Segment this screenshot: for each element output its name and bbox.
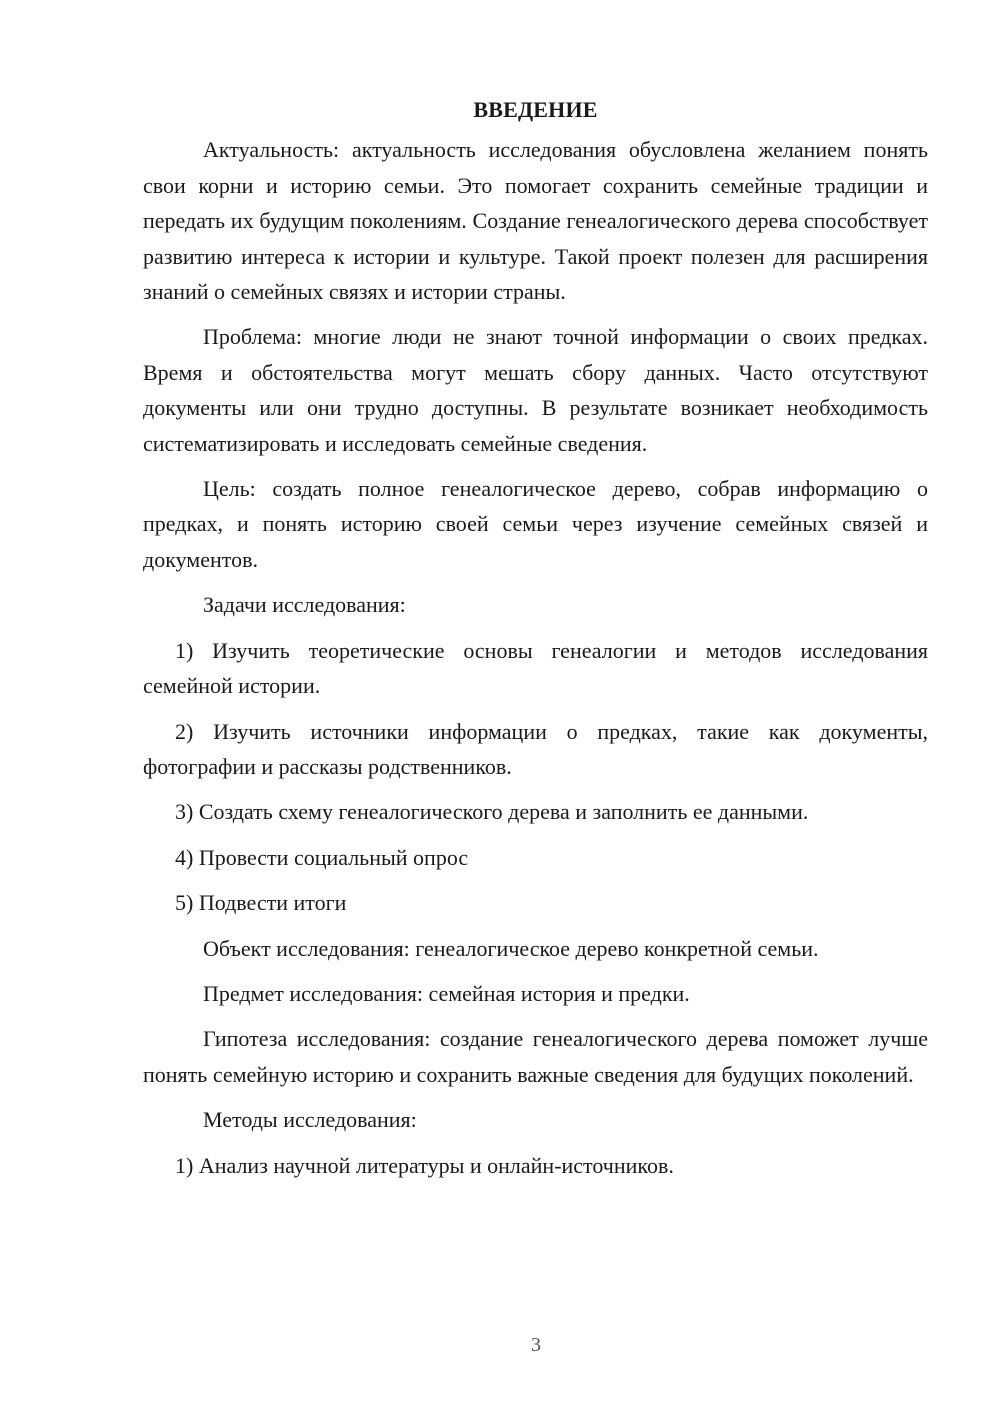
research-object: Объект исследования: генеалогическое дерево конкретной семьи. [203, 935, 819, 961]
section-title: ВВЕДЕНИЕ [473, 97, 598, 122]
task-item: 1) Изучить теоретические основы генеалогии и методов исследования семейной истории. [143, 637, 928, 699]
paragraph-goal: Цель: создать полное генеалогическое дерево, собрав информацию о предках, и понять историю своей семьи через изучение семейных связей и документов. [143, 476, 928, 572]
paragraph-relevance: Актуальность: актуальность исследования обусловлена желанием понять свои корни и историю семьи. Это помогает сохранить семейные традиции и передать их будущим поколениям. Создание генеалогического дерева способствует развитию интереса к истории и культуре. Такой проект полезен для расширения знаний о семейных связях и истории страны. [143, 137, 928, 305]
research-hypothesis: Гипотеза исследования: создание генеалогического дерева поможет лучше понять семейную историю и сохранить важные сведения для будущих поколений. [143, 1026, 928, 1087]
tasks-heading: Задачи исследования: [203, 592, 406, 618]
page-number: 3 [531, 1334, 541, 1356]
research-subject: Предмет исследования: семейная история и предки. [203, 980, 690, 1006]
methods-heading: Методы исследования: [203, 1107, 417, 1133]
task-item: 5) Подвести итоги [175, 890, 347, 916]
task-item: 4) Провести социальный опрос [175, 844, 469, 870]
task-item: 3) Создать схему генеалогического дерева и заполнить ее данными. [175, 799, 809, 825]
task-item: 2) Изучить источники информации о предках, такие как документы, фотографии и рассказы родственников. [143, 718, 928, 779]
document-body [143, 92, 928, 1193]
method-item: 1) Анализ научной литературы и онлайн-источников. [175, 1152, 674, 1178]
paragraph-problem: Проблема: многие люди не знают точной информации о своих предках. Время и обстоятельства могут мешать сбору данных. Часто отсутствуют документы или они трудно доступны. В результате возникает необходимость систематизировать и исследовать семейные сведения. [143, 324, 928, 456]
